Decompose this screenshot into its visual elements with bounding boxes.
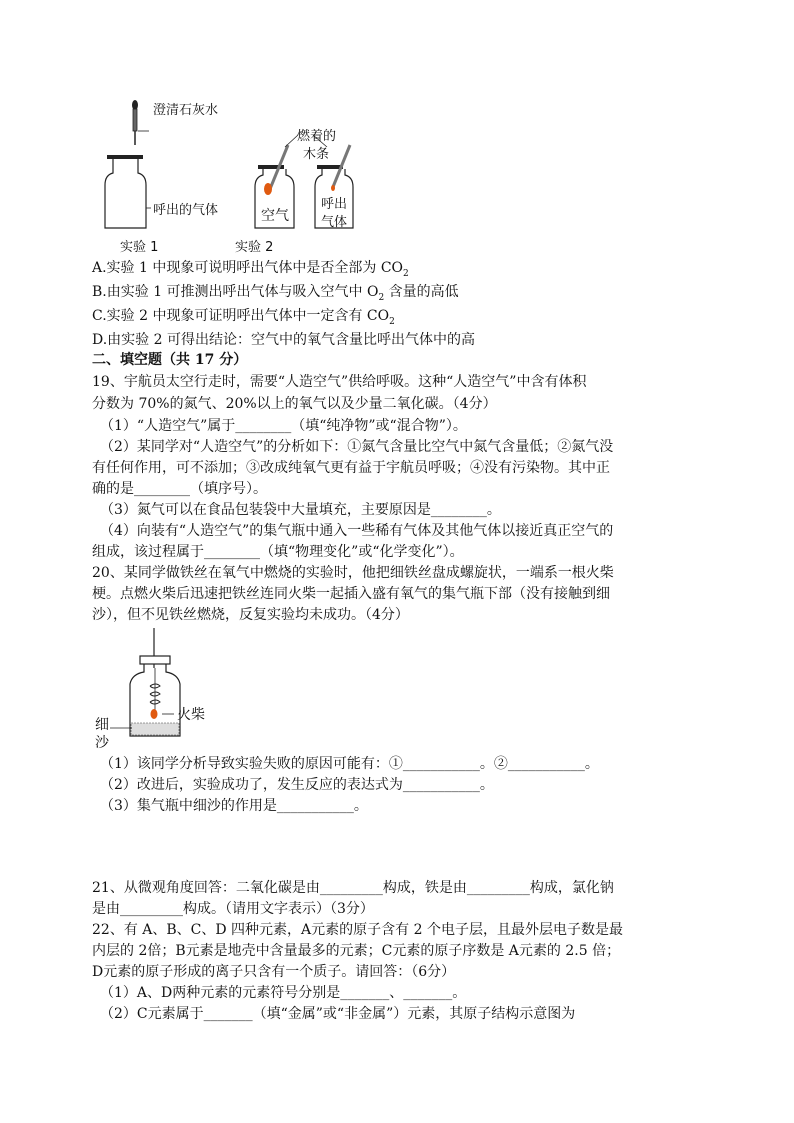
option-c: C.实验 2 中现象可证明呼出气体中一定含有 $CO_2$	[92, 308, 395, 327]
q22-part-2: （2）C元素属于_______（填“金属”或“非金属”）元素，其原子结构示意图为	[100, 1006, 576, 1022]
q22-line-3: D元素的原子形成的离子只含有一个质子。请回答：（6分）	[92, 964, 456, 980]
label-exhaled-top: 呼出	[321, 197, 348, 212]
label-sand-top: 细	[95, 717, 109, 733]
label-limewater: 澄清石灰水	[153, 103, 219, 118]
caption-experiment-1: 实验 1	[120, 240, 159, 255]
q19-part-4b: 组成，该过程属于________（填“物理变化”或“化学变化”）。	[92, 544, 464, 560]
q19-part-1: （1）“人造空气”属于________（填“纯净物”或“混合物”）。	[100, 418, 467, 434]
q22-line-2: 内层的 2倍；B元素是地壳中含量最多的元素；C元素的原子序数是 A元素的 2.5 倍；	[92, 943, 621, 959]
q20-stem-2: 梗。点燃火柴后迅速把铁丝连同火柴一起插入盛有氧气的集气瓶下部（没有接触到细	[92, 586, 610, 602]
iron-wire-figure	[92, 628, 232, 751]
q21-line-1: 21、从微观角度回答：二氧化碳是由_________构成，铁是由_________构成，氯化钠	[92, 880, 614, 896]
q19-stem-2: 分数为 70%的氮气、20%以上的氧气以及少量二氧化碳。（4分）	[92, 396, 497, 412]
label-sand-bottom: 沙	[95, 735, 109, 751]
q19-stem-1: 19、宇航员太空行走时，需要“人造空气”供给呼吸。这种“人造空气”中含有体积	[92, 374, 587, 390]
q20-part-2: （2）改进后，实验成功了，发生反应的表达式为___________。	[100, 777, 494, 793]
option-d: D.由实验 2 可得出结论：空气中的氧气含量比呼出气体中的高	[92, 332, 475, 348]
q19-part-2a: （2）某同学对“人造空气”的分析如下：①氮气含量比空气中氮气含量低；②氮气没	[100, 439, 614, 455]
caption-experiment-2: 实验 2	[235, 240, 274, 255]
q22-part-1: （1）A、D两种元素的元素符号分别是_______、_______。	[100, 985, 467, 1001]
option-b: B.由实验 1 可推测出呼出气体与吸入空气中 $O_2$ 含量的高低	[92, 284, 459, 303]
q19-part-4a: （4）向装有“人造空气”的集气瓶中通入一些稀有气体及其他气体以接近真正空气的	[100, 523, 614, 539]
label-stick: 木条	[303, 147, 330, 162]
q19-part-2b: 有任何作用，可不添加；③改成纯氧气更有益于宇航员呼吸；④没有污染物。其中正	[92, 460, 610, 476]
iron-wire-apparatus-drawing	[92, 628, 232, 748]
q20-stem-3: 沙），但不见铁丝燃烧，反复实验均未成功。（4分）	[92, 607, 409, 623]
option-a: A.实验 1 中现象可说明呼出气体中是否全部为 $CO_2$	[92, 260, 409, 279]
label-exhaled-bottom: 气体	[321, 215, 348, 230]
q22-line-1: 22、有 A、B、C、D 四种元素，A元素的原子含有 2 个电子层，且最外层电子数是最	[92, 922, 623, 938]
label-burning: 燃着的	[297, 129, 337, 144]
label-air: 空气	[261, 208, 289, 224]
q19-part-3: （3）氮气可以在食品包装袋中大量填充，主要原因是________。	[100, 502, 501, 518]
label-match: 火柴	[177, 707, 205, 723]
q19-part-2c: 确的是________（填序号）。	[92, 481, 267, 497]
experiment-figure	[95, 95, 385, 260]
section-title: 二、填空题（共 17 分）	[92, 352, 248, 368]
q21-line-2: 是由_________构成。（请用文字表示）（3分）	[92, 901, 374, 917]
label-exhaled-gas: 呼出的气体	[153, 203, 219, 218]
q20-part-1: （1）该同学分析导致实验失败的原因可能有：①___________。②___________。	[100, 756, 599, 772]
q20-part-3: （3）集气瓶中细沙的作用是___________。	[100, 798, 368, 814]
q20-stem-1: 20、某同学做铁丝在氧气中燃烧的实验时，他把细铁丝盘成螺旋状，一端系一根火柴	[92, 565, 614, 581]
